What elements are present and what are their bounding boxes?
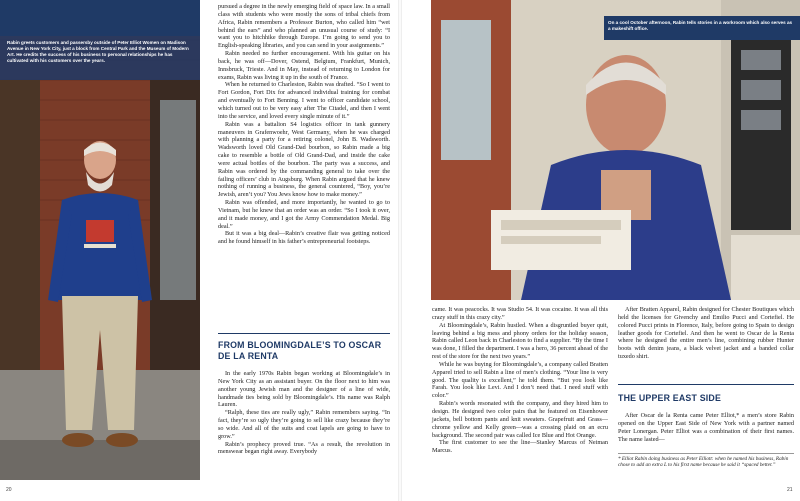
portrait-photo-left	[0, 0, 200, 480]
paragraph: Rabin was a battalion S4 logistics officer in tank gunnery maneuvers in Grafenwoehr, West Germany, when he was charged with planning a party for a retiring colonel, John B. Wadsworth. Wadsworth loved Old Grand-Dad bourbon, so Rabin made a big cake to resemble a bottle of Old Grand-Dad, and inside the cake were actual bottles of the bourbon. The party was a success, and Rabin was ordered by the commanding general to take over the failing officers’ club in Augsburg. When Rabin argued that he knew nothing of running a business, the general countered, “Boy, you’re Jewish, aren’t you? You Jews know how to make money.”	[218, 120, 390, 199]
left-photo-caption: Rabin greets customers and passersby outside of Peter Elliot Women on Madison Avenue in New York City, just a block from Central Park and the Museum of Modern Art. He credits the success of his business to personal relationships he has cultivated with his customers over the years.	[7, 40, 189, 63]
paragraph: After Oscar de la Renta came Peter Elliot,* a men’s store Rabin opened on the Upper East Side of New York with a partner named Peter Lonergan. Peter Elliot was a combination of their first names. The name lasted—	[618, 412, 794, 443]
left-section-column	[218, 370, 390, 456]
right-article-column-2	[618, 306, 794, 361]
right-photo-caption: On a cool October afternoon, Rabin tells stories in a workroom which also serves as a makeshift office.	[608, 20, 793, 31]
section-rule	[218, 333, 390, 334]
section-heading-upper-east-side: THE UPPER EAST SIDE	[618, 393, 722, 403]
section-heading-bloomingdales: FROM BLOOMINGDALE’S TO OSCAR DE LA RENTA	[218, 340, 382, 361]
footnote-rule	[618, 453, 794, 454]
paragraph: Rabin’s words resonated with the company, and they hired him to design. He designed two color pairs that he featured on Eisenhower jackets, bell bottom pants and knit sweaters. Grapefruit and Grass—chrome yellow and Kelly green—was a crossing plaid on an ecru background. The second pair was called Ice Blue and Hot Orange.	[432, 400, 608, 439]
workroom-photo-illustration	[431, 0, 800, 300]
left-article-column	[218, 3, 390, 246]
paragraph: At Bloomingdale’s, Rabin hustled. When a disgruntled buyer quit, leaving behind a big mess and phony orders for the holiday season, Rabin called Leon back in Charleston to find a supplier. “By the time I was done, I filled the department. I was a hero, 36 percent ahead of the rest of the store for the next two years.”	[432, 321, 608, 361]
paragraph: Rabin needed no further encouragement. With his guitar on his back, he was off—Dover, Ostend, Belgium, Frankfurt, Munich, Innsbruck, Trieste. And in May, instead of returning to London for exams, Rabin was living it up in the south of France.	[218, 50, 390, 81]
footnote: * Elliot Rabin doing business as Peter Elliott: when he named his business, Rabin chose to add an extra L to his first name because he said it “spaced better.”	[618, 456, 789, 469]
paragraph: pursued a degree in the newly emerging field of space law. In a small class with students who were mostly the sons of tribal chiefs from Africa, Rabin remembers a Professor Burton, who called him “wet behind the ears” and who planned an unusual course of study: “I want you to hitchhike through Europe. I’m going to send you to English-speaking libraries, and you can send in your assignments.”	[218, 3, 390, 50]
paragraph: “Ralph, these ties are really ugly,” Rabin remembers saying. “In fact, they’re so ugly they’re going to sell like crazy because they’re so wide. And all of the suits and coat lapels are going to have to grow.”	[218, 409, 390, 440]
paragraph: After Bratten Apparel, Rabin designed for Chester Boutiques which held the licenses for Givenchy and Emilio Pucci and Cortefiel. He colored Pucci prints in Florence, Italy, before going to Spain to design leather goods for Cortefiel. And then he went to Oscar de la Renta where he designed the entire men’s line, combining rubber Hunter boots with denim jeans, a black velvet jacket and a banded collar tuxedo shirt.	[618, 306, 794, 361]
paragraph: Rabin’s prophecy proved true. “As a result, the revolution in menswear began right away. Everybody	[218, 440, 390, 456]
workroom-photo-right	[431, 0, 800, 300]
page-number-right: 21	[787, 487, 793, 493]
spread-gutter	[398, 0, 402, 501]
paragraph: The first customer to see the line—Stanley Marcus of Neiman Marcus.	[432, 439, 608, 455]
paragraph: Rabin was offended, and more importantly, he wanted to go to Vietnam, but he knew that an order was an order. “So I took it over, and it made money, and I got the Army Commendation Medal. Big deal.”	[218, 199, 390, 230]
paragraph: When he returned to Charleston, Rabin was drafted. “So I went to Fort Gordon, Fort Dix for advanced individual training for combat and eventually to Fort Benning. I went to officer candidate school, which turned out to be very easy after The Citadel, and then I went into the service, and loved every single minute of it.”	[218, 81, 390, 120]
paragraph: But it was a big deal—Rabin’s creative flair was getting noticed and he found himself in his father’s entrepreneurial footsteps.	[218, 230, 390, 246]
section-rule	[618, 384, 794, 385]
paragraph: came. It was peacocks. It was Studio 54. It was cocaine. It was all this crazy stuff in this crazy city.”	[432, 306, 608, 321]
right-section-column	[618, 412, 794, 443]
right-article-column-1	[432, 306, 608, 455]
storefront-photo-illustration	[0, 0, 200, 480]
page-number-left: 20	[6, 487, 12, 493]
paragraph: While he was buying for Bloomingdale’s, a company called Bratten Apparel tried to sell Rabin a line of men’s clothing. “Your line is very good. The quality is excellent,” he told them. “But you look like Farah. You look like Levi. And I don’t need that. I need stuff with color.”	[432, 360, 608, 400]
paragraph: In the early 1970s Rabin began working at Bloomingdale’s in New York City as an assistant buyer. On the floor next to him was another young Jewish man and the designer of a line of wide, handmade ties being sold by Bloomingdale’s. His name was Ralph Lauren.	[218, 370, 390, 409]
